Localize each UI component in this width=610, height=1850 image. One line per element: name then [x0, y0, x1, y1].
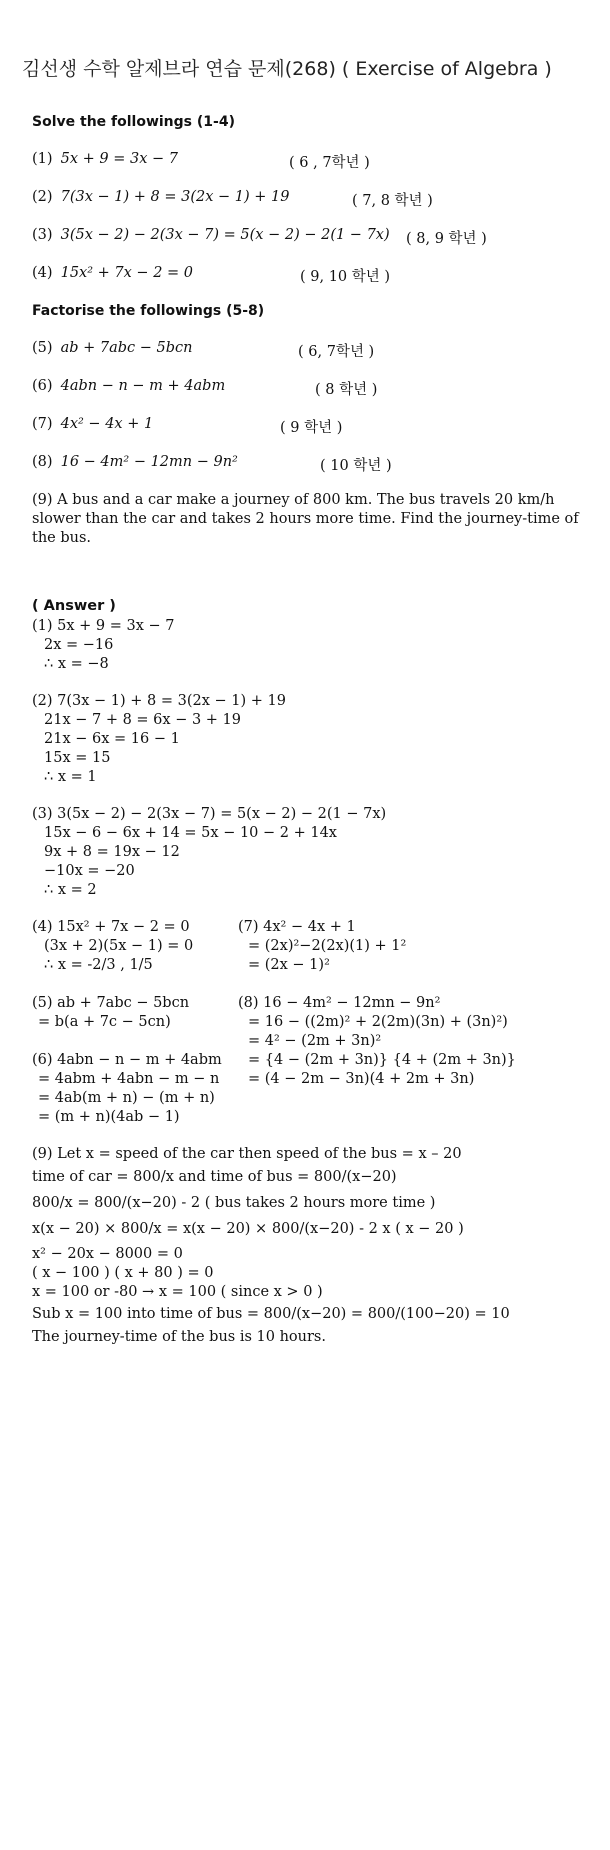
answer-line: (8) 16 − 4m² − 12mn − 9n²: [238, 995, 441, 1011]
section-heading-factorise: Factorise the followings (5-8): [32, 303, 265, 319]
answer-line: Sub x = 100 into time of bus = 800/(x−20) = 800/(100−20) = 10: [32, 1306, 510, 1322]
grade-note: ( 6 , 7학년 ): [289, 155, 370, 171]
question-expression: 4abn − n − m + 4abm: [60, 378, 226, 394]
answer-line: = 4abm + 4abn − m − n: [38, 1071, 220, 1087]
question-expression: 15x² + 7x − 2 = 0: [60, 265, 194, 281]
answer-line: ∴ x = -2/3 , 1/5: [44, 957, 153, 973]
question-1: [32, 151, 178, 167]
answer-line: (4) 15x² + 7x − 2 = 0: [32, 919, 190, 935]
page-title: 김선생 수학 알제브라 연습 문제(268) ( Exercise of Algebra ): [22, 58, 552, 80]
answer-line: 15x − 6 − 6x + 14 = 5x − 10 − 2 + 14x: [44, 825, 337, 841]
answer-line: ∴ x = 2: [44, 882, 97, 898]
answer-line: (3x + 2)(5x − 1) = 0: [44, 938, 194, 954]
question-number: (3): [32, 227, 53, 243]
question-number: (1): [32, 151, 53, 167]
answer-line: = {4 − (2m + 3n)} {4 + (2m + 3n)}: [248, 1052, 516, 1068]
answer-line: ( x − 100 ) ( x + 80 ) = 0: [32, 1265, 214, 1281]
question-6: [32, 378, 225, 394]
question-8: [32, 454, 238, 470]
answer-line: (2) 7(3x − 1) + 8 = 3(2x − 1) + 19: [32, 693, 286, 709]
grade-note: ( 7, 8 학년 ): [352, 193, 433, 209]
question-3: [32, 227, 390, 243]
answer-heading: ( Answer ): [32, 598, 116, 614]
answer-line: −10x = −20: [44, 863, 135, 879]
answer-line: (6) 4abn − n − m + 4abm: [32, 1052, 222, 1068]
answer-line: 9x + 8 = 19x − 12: [44, 844, 180, 860]
answer-line: = b(a + 7c − 5cn): [38, 1014, 171, 1030]
answer-line: (1) 5x + 9 = 3x − 7: [32, 618, 175, 634]
answer-line: = (m + n)(4ab − 1): [38, 1109, 180, 1125]
question-number: (8): [32, 454, 53, 470]
answer-line: ∴ x = −8: [44, 656, 109, 672]
answer-line: 800/x = 800/(x−20) - 2 ( bus takes 2 hours more time ): [32, 1195, 436, 1211]
grade-note: ( 9 학년 ): [280, 420, 343, 436]
question-7: [32, 416, 153, 432]
answer-line: = (2x − 1)²: [248, 957, 330, 973]
question-number: (5): [32, 340, 53, 356]
question-expression: 16 − 4m² − 12mn − 9n²: [60, 454, 238, 470]
answer-line: = 4² − (2m + 3n)²: [248, 1033, 382, 1049]
question-expression: 3(5x − 2) − 2(3x − 7) = 5(x − 2) − 2(1 − 7x): [60, 227, 390, 243]
question-5: [32, 340, 193, 356]
question-number: (4): [32, 265, 53, 281]
answer-line: x = 100 or -80 → x = 100 ( since x > 0 ): [32, 1284, 323, 1300]
grade-note: ( 10 학년 ): [320, 458, 392, 474]
question-number: (6): [32, 378, 53, 394]
grade-note: ( 8, 9 학년 ): [406, 231, 487, 247]
answer-line: ∴ x = 1: [44, 769, 97, 785]
answer-line: x² − 20x − 8000 = 0: [32, 1246, 183, 1262]
grade-note: ( 8 학년 ): [315, 382, 378, 398]
answer-line: 21x − 7 + 8 = 6x − 3 + 19: [44, 712, 241, 728]
answer-line: = (4 − 2m − 3n)(4 + 2m + 3n): [248, 1071, 475, 1087]
answer-line: (7) 4x² − 4x + 1: [238, 919, 356, 935]
answer-line: The journey-time of the bus is 10 hours.: [32, 1329, 326, 1345]
answer-line: x(x − 20) × 800/x = x(x − 20) × 800/(x−20) - 2 x ( x − 20 ): [32, 1221, 464, 1237]
question-2: [32, 189, 289, 205]
answer-line: 21x − 6x = 16 − 1: [44, 731, 180, 747]
answer-line: = (2x)²−2(2x)(1) + 1²: [248, 938, 407, 954]
answer-line: 2x = −16: [44, 637, 114, 653]
answer-line: (5) ab + 7abc − 5bcn: [32, 995, 190, 1011]
question-expression: 7(3x − 1) + 8 = 3(2x − 1) + 19: [60, 189, 290, 205]
grade-note: ( 6, 7학년 ): [298, 344, 375, 360]
answer-line: 15x = 15: [44, 750, 111, 766]
section-heading-solve: Solve the followings (1-4): [32, 114, 235, 130]
answer-line: time of car = 800/x and time of bus = 800/(x−20): [32, 1169, 397, 1185]
answer-line: (9) Let x = speed of the car then speed of the bus = x – 20: [32, 1146, 462, 1162]
question-expression: 4x² − 4x + 1: [60, 416, 154, 432]
question-number: (2): [32, 189, 53, 205]
answer-line: (3) 3(5x − 2) − 2(3x − 7) = 5(x − 2) − 2(1 − 7x): [32, 806, 387, 822]
question-expression: 5x + 9 = 3x − 7: [60, 151, 178, 167]
grade-note: ( 9, 10 학년 ): [300, 269, 391, 285]
answer-line: = 16 − ((2m)² + 2(2m)(3n) + (3n)²): [248, 1014, 508, 1030]
question-number: (7): [32, 416, 53, 432]
answer-line: = 4ab(m + n) − (m + n): [38, 1090, 215, 1106]
question-expression: ab + 7abc − 5bcn: [60, 340, 193, 356]
question-9: (9) A bus and a car make a journey of 800 km. The bus travels 20 km/h slower than the car and takes 2 hours more time. Find the journey-time of the bus.: [32, 492, 579, 546]
question-4: [32, 265, 193, 281]
